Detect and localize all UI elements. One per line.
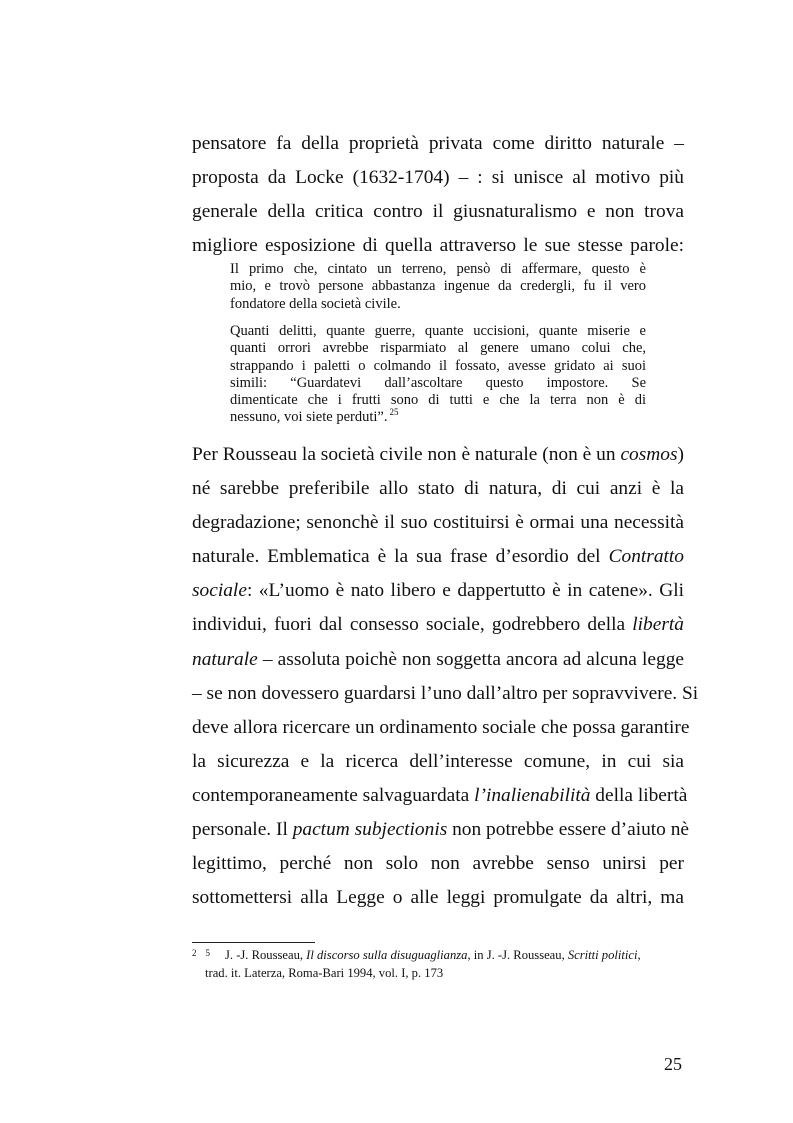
text-line: generale della critica contro il giusnaturalismo e non trova — [192, 201, 684, 223]
text-run: – assoluta poichè non soggetta ancora ad alcuna legge — [257, 648, 684, 670]
text-line: proposta da Locke (1632-1704) – : si unisce al motivo più — [192, 167, 684, 189]
footnote-markers — [192, 945, 219, 963]
text-line: – se non dovessero guardarsi l’uno dall’altro per sopravvivere. Si — [192, 682, 699, 704]
paragraph-rousseau — [192, 438, 699, 915]
italic-term: libertà — [632, 614, 684, 636]
footnote — [192, 947, 672, 982]
block-quote-first — [230, 261, 646, 313]
text-line — [192, 643, 684, 677]
footnote-marker: 5 — [205, 948, 210, 958]
text-line: pensatore fa della proprietà privata come diritto naturale – — [192, 133, 684, 154]
text-run: individui, fuori dal consesso sociale, godrebbero della — [192, 614, 633, 636]
text-line — [192, 779, 688, 813]
block-quote-second — [230, 323, 646, 427]
italic-term: cosmos — [620, 444, 678, 465]
quote-line — [230, 409, 646, 426]
italic-title: Scritti politici — [567, 948, 638, 962]
italic-title: Il discorso sulla disuguaglianza — [306, 948, 468, 962]
quote-line: dimenticate che i frutti sono di tutti e che la terra non è di — [230, 392, 646, 409]
text-run: ) — [677, 444, 684, 465]
text-line — [192, 540, 684, 574]
text-line: la sicurezza e la ricerca dell’interesse comune, in cui sia — [192, 750, 684, 772]
text-line: legittimo, perché non solo non avrebbe senso unirsi per — [192, 853, 684, 875]
text-line — [192, 813, 690, 847]
text-line: sottomettersi alla Legge o alle leggi promulgate da altri, ma — [192, 887, 684, 909]
text-run: , in J. -J. Rousseau, — [467, 948, 568, 962]
footnote-separator — [192, 942, 315, 943]
text-run: J. -J. Rousseau, — [225, 948, 307, 962]
text-line: deve allora ricercare un ordinamento sociale che possa garantire — [192, 716, 690, 738]
text-run: Per Rousseau la società civile non è naturale (non è un — [192, 444, 621, 465]
text-run: contemporaneamente salvaguardata — [192, 784, 475, 806]
text-run: naturale. Emblematica è la sua frase d’esordio del — [192, 546, 609, 568]
footnote-line — [192, 947, 672, 965]
italic-term: Contratto — [608, 546, 684, 568]
quote-line: fondatore della società civile. — [230, 295, 401, 312]
quote-line-text: nessuno, voi siete perduti”. — [230, 409, 388, 426]
text-line — [192, 438, 684, 472]
text-run: non potrebbe essere d’aiuto nè — [447, 819, 690, 841]
text-run: , — [637, 948, 641, 962]
text-line: degradazione; senonchè il suo costituirsi è ormai una necessità — [192, 512, 684, 534]
italic-term: sociale — [192, 580, 247, 602]
quote-line: strappando i paletti o colmando il fossato, avesse gridato ai suoi — [230, 357, 646, 374]
text-run: : «L’uomo è nato libero e dappertutto è in catene». Gli — [246, 580, 684, 602]
text-run: personale. Il — [192, 819, 293, 841]
italic-term: naturale — [192, 648, 258, 670]
page-number: 25 — [664, 1054, 682, 1074]
italic-term: pactum subjectionis — [292, 819, 448, 841]
italic-term: l’inalienabilità — [474, 784, 591, 806]
quote-line: Il primo che, cintato un terreno, pensò di affermare, questo è — [230, 261, 646, 277]
footnote-reference[interactable]: 25 — [389, 407, 399, 418]
quote-line: Quanti delitti, quante guerre, quante uccisioni, quante miserie e — [230, 323, 646, 339]
footnote-line: trad. it. Laterza, Roma-Bari 1994, vol. I, p. 173 — [205, 965, 444, 980]
footnote-marker: 2 — [192, 948, 197, 958]
quote-line: quanti orrori avrebbe risparmiato al genere umano colui che, — [230, 340, 646, 357]
quote-line: simili: “Guardatevi dall’ascoltare questo impostore. Se — [230, 374, 646, 391]
text-line: né sarebbe preferibile allo stato di natura, di cui anzi è la — [192, 478, 684, 500]
text-line — [192, 608, 684, 642]
quote-line: mio, e trovò persone abbastanza ingenue da credergli, fu il vero — [230, 278, 646, 295]
paragraph-locke-intro — [192, 127, 684, 263]
text-line: migliore esposizione di quella attraverso le sue stesse parole: — [192, 235, 684, 257]
text-run: della libertà — [590, 784, 688, 806]
text-line — [192, 574, 684, 608]
